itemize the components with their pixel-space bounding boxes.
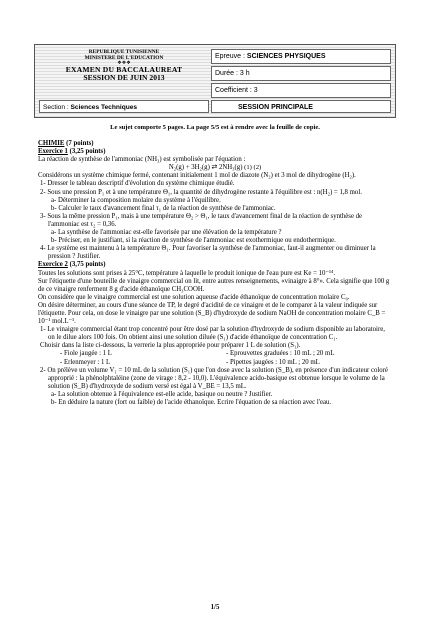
ex1-p1: La réaction de synthèse de l'ammoniac (NH₃) est symbolisée par l'équation : bbox=[38, 156, 246, 164]
header-row-section bbox=[39, 100, 391, 113]
glassware-item: - Pipettes jaugées : 10 mL ; 20 mL bbox=[226, 358, 320, 366]
ex1-q2: 2- Sous une pression P₁ et à une température Θ₁, la quantité de dihydrogène restante à l'équilibre est : n(H₂) = 1,8 mol. bbox=[40, 188, 362, 196]
ex2-q1b: Choisir dans la liste ci-dessous, la verrerie la plus appropriée pour préparer 1 L de solution (S₁). bbox=[40, 342, 301, 350]
ex2-p2: Sur l'étiquette d'une bouteille de vinaigre commercial on lit, entre autres renseignements, «vinaigre à 8°». Cela signifie que 100 g de ce vinaigre renferment 8 g d'acide éthanoïque CH₃COOH. bbox=[38, 277, 390, 293]
ex1-points: (3,25 points) bbox=[69, 148, 106, 156]
section-value: Sciences Techniques bbox=[70, 104, 138, 111]
section-label: Section : bbox=[43, 104, 69, 111]
ex2-q2: 2- On prélève un volume V₁ = 10 mL de la solution (S₁) que l'on dose avec la solution (S_B), en présence d'un indicateur coloré approprié : la phénolphtaléine (zone de virage : 8,2 - 10,0). L'équivalence acido-basique est obtenue lorsque le volume de la solution (S_B) d'hydroxyde de sodium versé est égal à V_BE = 13,5 mL. bbox=[40, 366, 388, 390]
exam-header bbox=[34, 44, 396, 118]
ex1-q2b: b- Calculer le taux d'avancement final τ₁ de la réaction de synthèse de l'ammoniac. bbox=[51, 204, 276, 212]
intro-text: Le sujet comporte 5 pages. La page 5/5 est à rendre avec la feuille de copie. bbox=[110, 124, 320, 131]
ex1-q3: 3- Sous la même pression P₁, mais à une température Θ₂ > Θ₁, le taux d'avancement final de la réaction de synthèse de l'ammoniac est τ₂ = 0,36. bbox=[40, 212, 363, 228]
ex2-q2b: b- En déduire la nature (fort ou faible) de l'acide éthanoïque. Ecrire l'équation de sa réaction avec l'eau. bbox=[51, 399, 332, 406]
glassware-list-row1 bbox=[38, 350, 392, 358]
ex2-points: (3,75 points) bbox=[69, 261, 106, 269]
ex2-heading bbox=[38, 261, 392, 269]
glassware-item: - Fiole jaugée : 1 L bbox=[60, 350, 112, 358]
equation-text: N₂(g) + 3H₂(g) ⇄ 2NH₃(g) bbox=[168, 164, 243, 172]
duree-box: Durée : 3 h bbox=[211, 66, 391, 81]
ex1-q4: 4- Le système est maintenu à la température Θ₁. Pour favoriser la synthèse de l'ammoniac, faut-il augmenter ou diminuer la pression ? Justifier. bbox=[40, 245, 376, 261]
page-body bbox=[38, 140, 392, 407]
glassware-item: - Eprouvettes graduées : 10 mL ; 20 mL bbox=[226, 350, 335, 358]
session-title: SESSION DE JUIN 2013 bbox=[83, 73, 165, 82]
chimie-heading bbox=[38, 140, 392, 148]
ministere-label: MINISTERE DE L'EDUCATION bbox=[84, 55, 164, 61]
ex1-title: Exercice 1 bbox=[38, 148, 68, 156]
ex2-p1: Toutes les solutions sont prises à 25°C, température à laquelle le produit ionique de l'eau pure est Ke = 10⁻¹⁴. bbox=[38, 269, 336, 277]
epreuve-value: SCIENCES PHYSIQUES bbox=[246, 53, 326, 60]
section-box bbox=[39, 100, 209, 113]
ex2-q1: 1- Le vinaigre commercial étant trop concentré pour être dosé par la solution d'hydroxyde de sodium disponible au laboratoire, on le dilue alors 100 fois. On obtient ainsi une solution diluée (S₁) d'acide éthanoïque de concentration C₁. bbox=[40, 326, 385, 342]
session-type: SESSION PRINCIPALE bbox=[211, 100, 391, 113]
header-info bbox=[211, 49, 391, 100]
ex1-q3b: b- Préciser, en le justifiant, si la réaction de synthèse de l'ammoniac est exothermique ou endothermique. bbox=[51, 237, 336, 245]
coefficient-box: Coefficient : 3 bbox=[211, 83, 391, 98]
epreuve-box bbox=[211, 49, 391, 64]
examen-title: EXAMEN DU BACCALAUREAT bbox=[65, 65, 183, 74]
ex2-p4: On désire déterminer, au cours d'une séance de TP, le degré d'acidité de ce vinaigre et de le comparer à la valeur indiquée sur l'étiquette. Pour cela, on dose le vinaigre par une solution (S_B) d'hydroxyde de sodium NaOH de concentration molaire C_B = 10⁻¹ mol.L⁻¹. bbox=[38, 301, 386, 326]
ex1-q1: 1- Dresser le tableau descriptif d'évolution du système chimique étudié. bbox=[40, 180, 235, 188]
epreuve-label: Epreuve : bbox=[215, 53, 245, 60]
ex1-p2: Considérons un système chimique fermé, contenant initialement 1 mol de diazote (N₂) et 3 mol de dihydrogène (H₂). bbox=[38, 172, 356, 180]
ornament-stars: ❖❖❖ bbox=[117, 61, 131, 66]
glassware-list-row2 bbox=[38, 359, 392, 367]
ex1-q2a: a- Déterminer la composition molaire du système à l'équilibre. bbox=[51, 196, 221, 204]
page-number: 1/5 bbox=[210, 604, 220, 611]
chimie-title: CHIMIE bbox=[38, 140, 65, 147]
equation-labels: (1) (2) bbox=[244, 164, 262, 172]
ex2-title: Exercice 2 bbox=[38, 261, 68, 269]
ex2-p3: On considère que le vinaigre commercial est une solution aqueuse d'acide éthanoïque de concentration molaire C₀. bbox=[38, 293, 350, 301]
header-institution bbox=[39, 49, 209, 99]
chimie-points: (7 points) bbox=[66, 140, 94, 147]
ex2-q2a: a- La solution obtenue à l'équivalence est-elle acide, basique ou neutre ? Justifier. bbox=[51, 390, 273, 398]
ex1-heading bbox=[38, 148, 392, 156]
republique-label: REPUBLIQUE TUNISIENNE bbox=[88, 49, 160, 55]
ex1-q3a: a- La synthèse de l'ammoniac est-elle favorisée par une élévation de la température ? bbox=[51, 229, 282, 237]
ex1-equation bbox=[38, 164, 392, 172]
glassware-item: - Erlenmeyer : 1 L bbox=[60, 358, 111, 366]
